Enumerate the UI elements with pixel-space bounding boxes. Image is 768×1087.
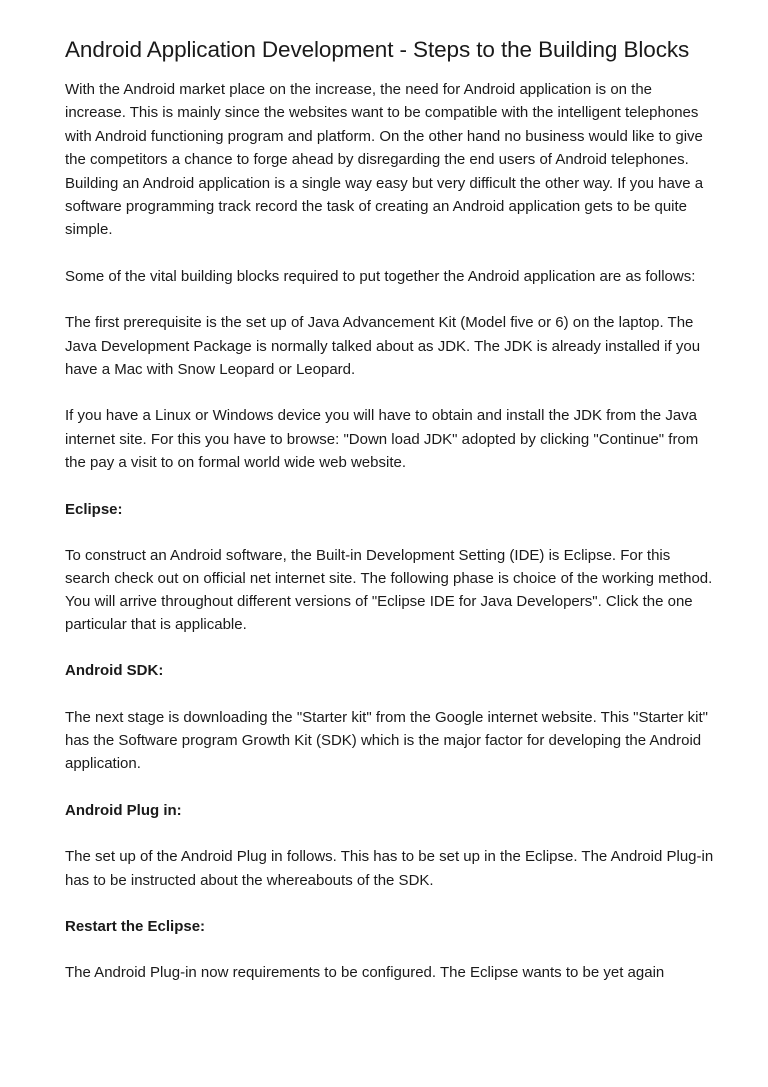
heading-android-plugin: Android Plug in: (65, 801, 182, 819)
paragraph-android-sdk: The next stage is downloading the "Starter kit" from the Google internet website. This "Starter kit" has the Software program Growth Kit (SDK) which is the major factor for developing the Android application. (65, 708, 709, 773)
heading-android-sdk: Android SDK: (65, 662, 164, 680)
paragraph-jdk-download: If you have a Linux or Windows device you will have to obtain and install the JDK from the Java internet site. For this you have to browse: "Down load JDK" adopted by clicking "Continue" from the pay a visit to on formal world wide web website. (65, 407, 699, 472)
paragraph-intro: With the Android market place on the increase, the need for Android application is on the increase. This is mainly since the websites want to be compatible with the intelligent telephones with Android functioning program and platform. On the other hand no business would like to give the competitors a chance to forge ahead by disregarding the end users of Android telephones. Building an Android application is a single way easy but very difficult the other way. If you have a software programming track record the task of creating an Android application gets to be quite simple. (65, 81, 704, 239)
heading-restart-eclipse: Restart the Eclipse: (65, 917, 206, 935)
paragraph-building-blocks: Some of the vital building blocks required to put together the Android application are as follows: (65, 267, 696, 285)
paragraph-eclipse: To construct an Android software, the Built-in Development Setting (IDE) is Eclipse. For this search check out on official net internet site. The following phase is choice of the working method. You will arrive throughout different versions of "Eclipse IDE for Java Developers". Click the one particular that is applicable. (65, 547, 713, 634)
document-title: Android Application Development - Steps to the Building Blocks (65, 37, 690, 62)
heading-eclipse: Eclipse: (65, 500, 123, 518)
paragraph-restart-eclipse: The Android Plug-in now requirements to be configured. The Eclipse wants to be yet again (65, 964, 665, 982)
paragraph-android-plugin: The set up of the Android Plug in follows. This has to be set up in the Eclipse. The Android Plug-in has to be instructed about the whereabouts of the SDK. (65, 848, 714, 889)
paragraph-jdk-setup: The first prerequisite is the set up of Java Advancement Kit (Model five or 6) on the laptop. The Java Development Package is normally talked about as JDK. The JDK is already installed if you have a Mac with Snow Leopard or Leopard. (65, 314, 701, 379)
document-page (65, 38, 715, 1008)
